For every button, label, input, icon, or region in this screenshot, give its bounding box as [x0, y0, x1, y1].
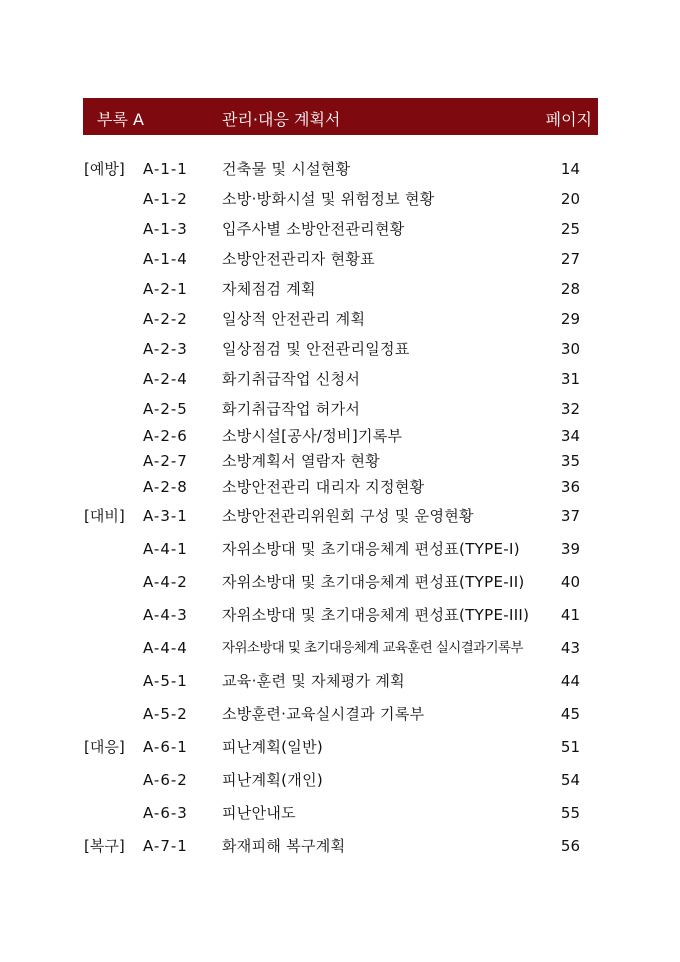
item-code: A-1-3: [143, 220, 188, 238]
toc-row: [0, 449, 680, 473]
item-page: 39: [560, 540, 580, 558]
item-title: 소방·방화시설 및 위험정보 현황: [222, 190, 435, 208]
toc-row: [0, 277, 680, 301]
item-code: A-4-2: [143, 573, 188, 591]
item-title: 자위소방대 및 초기대응체계 편성표(TYPE-I): [222, 540, 520, 558]
header-page-label: 페이지: [545, 110, 592, 129]
item-page: 40: [560, 573, 580, 591]
item-page: 34: [560, 427, 580, 445]
item-title: 입주사별 소방안전관리현황: [222, 220, 405, 238]
item-page: 41: [560, 606, 580, 624]
toc-row: [0, 834, 680, 858]
item-page: 35: [560, 452, 580, 470]
section-label: [대응]: [84, 738, 125, 756]
item-code: A-7-1: [143, 837, 188, 855]
toc-row: [0, 570, 680, 594]
item-code: A-4-1: [143, 540, 188, 558]
item-page: 32: [560, 400, 580, 418]
item-code: A-1-4: [143, 250, 188, 268]
toc-row: [0, 307, 680, 331]
item-title: 자체점검 계획: [222, 280, 316, 298]
item-page: 44: [560, 672, 580, 690]
item-page: 55: [560, 804, 580, 822]
item-title: 일상적 안전관리 계획: [222, 310, 366, 328]
toc-row: [0, 702, 680, 726]
item-code: A-2-8: [143, 478, 188, 496]
item-page: 54: [560, 771, 580, 789]
item-page: 45: [560, 705, 580, 723]
item-page: 28: [560, 280, 580, 298]
toc-row: [0, 247, 680, 271]
item-page: 31: [560, 370, 580, 388]
section-label: [복구]: [84, 837, 125, 855]
item-page: 36: [560, 478, 580, 496]
item-code: A-2-3: [143, 340, 188, 358]
item-code: A-2-2: [143, 310, 188, 328]
item-title: 화기취급작업 허가서: [222, 400, 361, 418]
header-appendix-label: 부록 A: [97, 110, 144, 129]
item-page: 37: [560, 507, 580, 525]
item-title: 피난계획(개인): [222, 771, 324, 789]
toc-row: [0, 537, 680, 561]
item-page: 27: [560, 250, 580, 268]
item-title: 일상점검 및 안전관리일정표: [222, 340, 410, 358]
item-code: A-2-5: [143, 400, 188, 418]
item-code: A-4-4: [143, 639, 188, 657]
toc-row: [0, 636, 680, 660]
item-code: A-2-6: [143, 427, 188, 445]
toc-row: [0, 367, 680, 391]
item-code: A-6-2: [143, 771, 188, 789]
toc-row: [0, 217, 680, 241]
toc-row: [0, 397, 680, 421]
item-title: 소방시설[공사/정비]기록부: [222, 427, 403, 445]
header-title-label: 관리·대응 계획서: [222, 110, 341, 129]
toc-row: [0, 337, 680, 361]
toc-row: [0, 187, 680, 211]
item-title: 자위소방대 및 초기대응체계 편성표(TYPE-II): [222, 573, 525, 591]
toc-row: [0, 424, 680, 448]
item-title: 피난안내도: [222, 804, 296, 822]
item-title: 소방훈련·교육실시결과 기록부: [222, 705, 425, 723]
section-label: [대비]: [84, 507, 125, 525]
item-page: 43: [560, 639, 580, 657]
item-title: 교육·훈련 및 자체평가 계획: [222, 672, 405, 690]
item-title: 소방안전관리 대리자 지정현황: [222, 478, 425, 496]
toc-row: [0, 735, 680, 759]
item-title: 자위소방대 및 초기대응체계 편성표(TYPE-III): [222, 606, 530, 624]
item-code: A-2-7: [143, 452, 188, 470]
item-title: 건축물 및 시설현황: [222, 160, 351, 178]
toc-row: [0, 157, 680, 181]
item-title: 화재피해 복구계획: [222, 837, 346, 855]
toc-row: [0, 669, 680, 693]
item-title: 화기취급작업 신청서: [222, 370, 361, 388]
toc-row: [0, 768, 680, 792]
item-page: 51: [560, 738, 580, 756]
item-code: A-5-2: [143, 705, 188, 723]
item-title: 소방안전관리자 현황표: [222, 250, 375, 268]
toc-row: [0, 603, 680, 627]
section-label: [예방]: [84, 160, 125, 178]
item-code: A-6-3: [143, 804, 188, 822]
item-page: 14: [560, 160, 580, 178]
item-title: 피난계획(일반): [222, 738, 324, 756]
item-page: 29: [560, 310, 580, 328]
item-code: A-6-1: [143, 738, 188, 756]
item-code: A-4-3: [143, 606, 188, 624]
item-page: 30: [560, 340, 580, 358]
toc-row: [0, 801, 680, 825]
item-code: A-3-1: [143, 507, 188, 525]
item-page: 56: [560, 837, 580, 855]
item-code: A-2-1: [143, 280, 188, 298]
item-page: 20: [560, 190, 580, 208]
item-code: A-1-2: [143, 190, 188, 208]
toc-row: [0, 504, 680, 528]
item-title: 소방안전관리위원회 구성 및 운영현황: [222, 507, 474, 525]
item-code: A-5-1: [143, 672, 188, 690]
item-title: 자위소방대 및 초기대응체계 교육훈련 실시결과기록부: [222, 640, 523, 656]
item-page: 25: [560, 220, 580, 238]
item-code: A-1-1: [143, 160, 188, 178]
item-title: 소방계획서 열람자 현황: [222, 452, 381, 470]
item-code: A-2-4: [143, 370, 188, 388]
toc-row: [0, 475, 680, 499]
